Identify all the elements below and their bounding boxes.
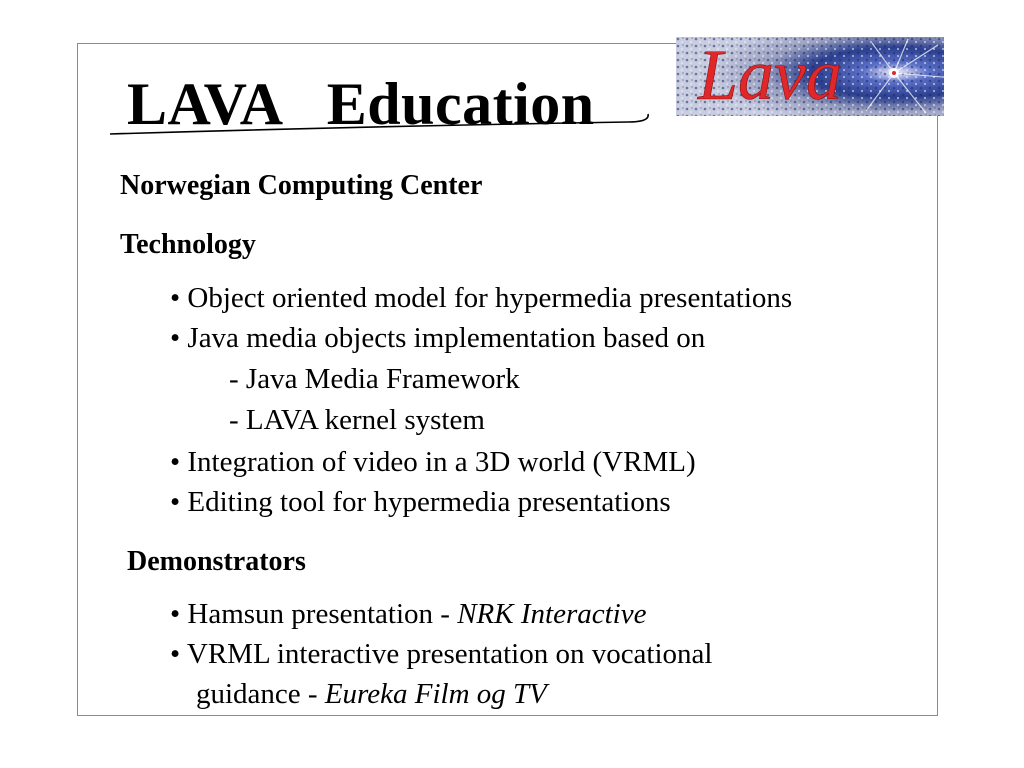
demonstrator-partner: NRK Interactive [457,598,647,630]
lava-logo [676,37,944,116]
technology-item: • Editing tool for hypermedia presentations [170,486,671,518]
slide-title: LAVA Education [127,71,595,137]
demonstrator-item-text: • Hamsun presentation - [170,598,458,630]
technology-item: • Object oriented model for hypermedia presentations [170,282,793,314]
demonstrator-partner: Eureka Film og TV [324,678,547,710]
demonstrators-heading: Demonstrators [127,546,306,577]
lava-logo-image [676,37,944,116]
demonstrator-item-text: guidance - [196,678,325,710]
technology-item: • Integration of video in a 3D world (VRML) [170,446,696,478]
title-underline [108,112,653,140]
demonstrator-item-vrml-continued [196,678,547,711]
technology-item: • Java media objects implementation based on [170,322,706,354]
demonstrator-item-vrml: • VRML interactive presentation on vocational [170,638,713,670]
organization-name: Norwegian Computing Center [120,170,483,201]
demonstrator-item-hamsun [170,598,646,631]
lava-logo-text: Lava [698,37,842,115]
technology-subitem: - LAVA kernel system [229,404,485,436]
technology-heading: Technology [120,229,256,260]
technology-subitem: - Java Media Framework [229,363,520,395]
